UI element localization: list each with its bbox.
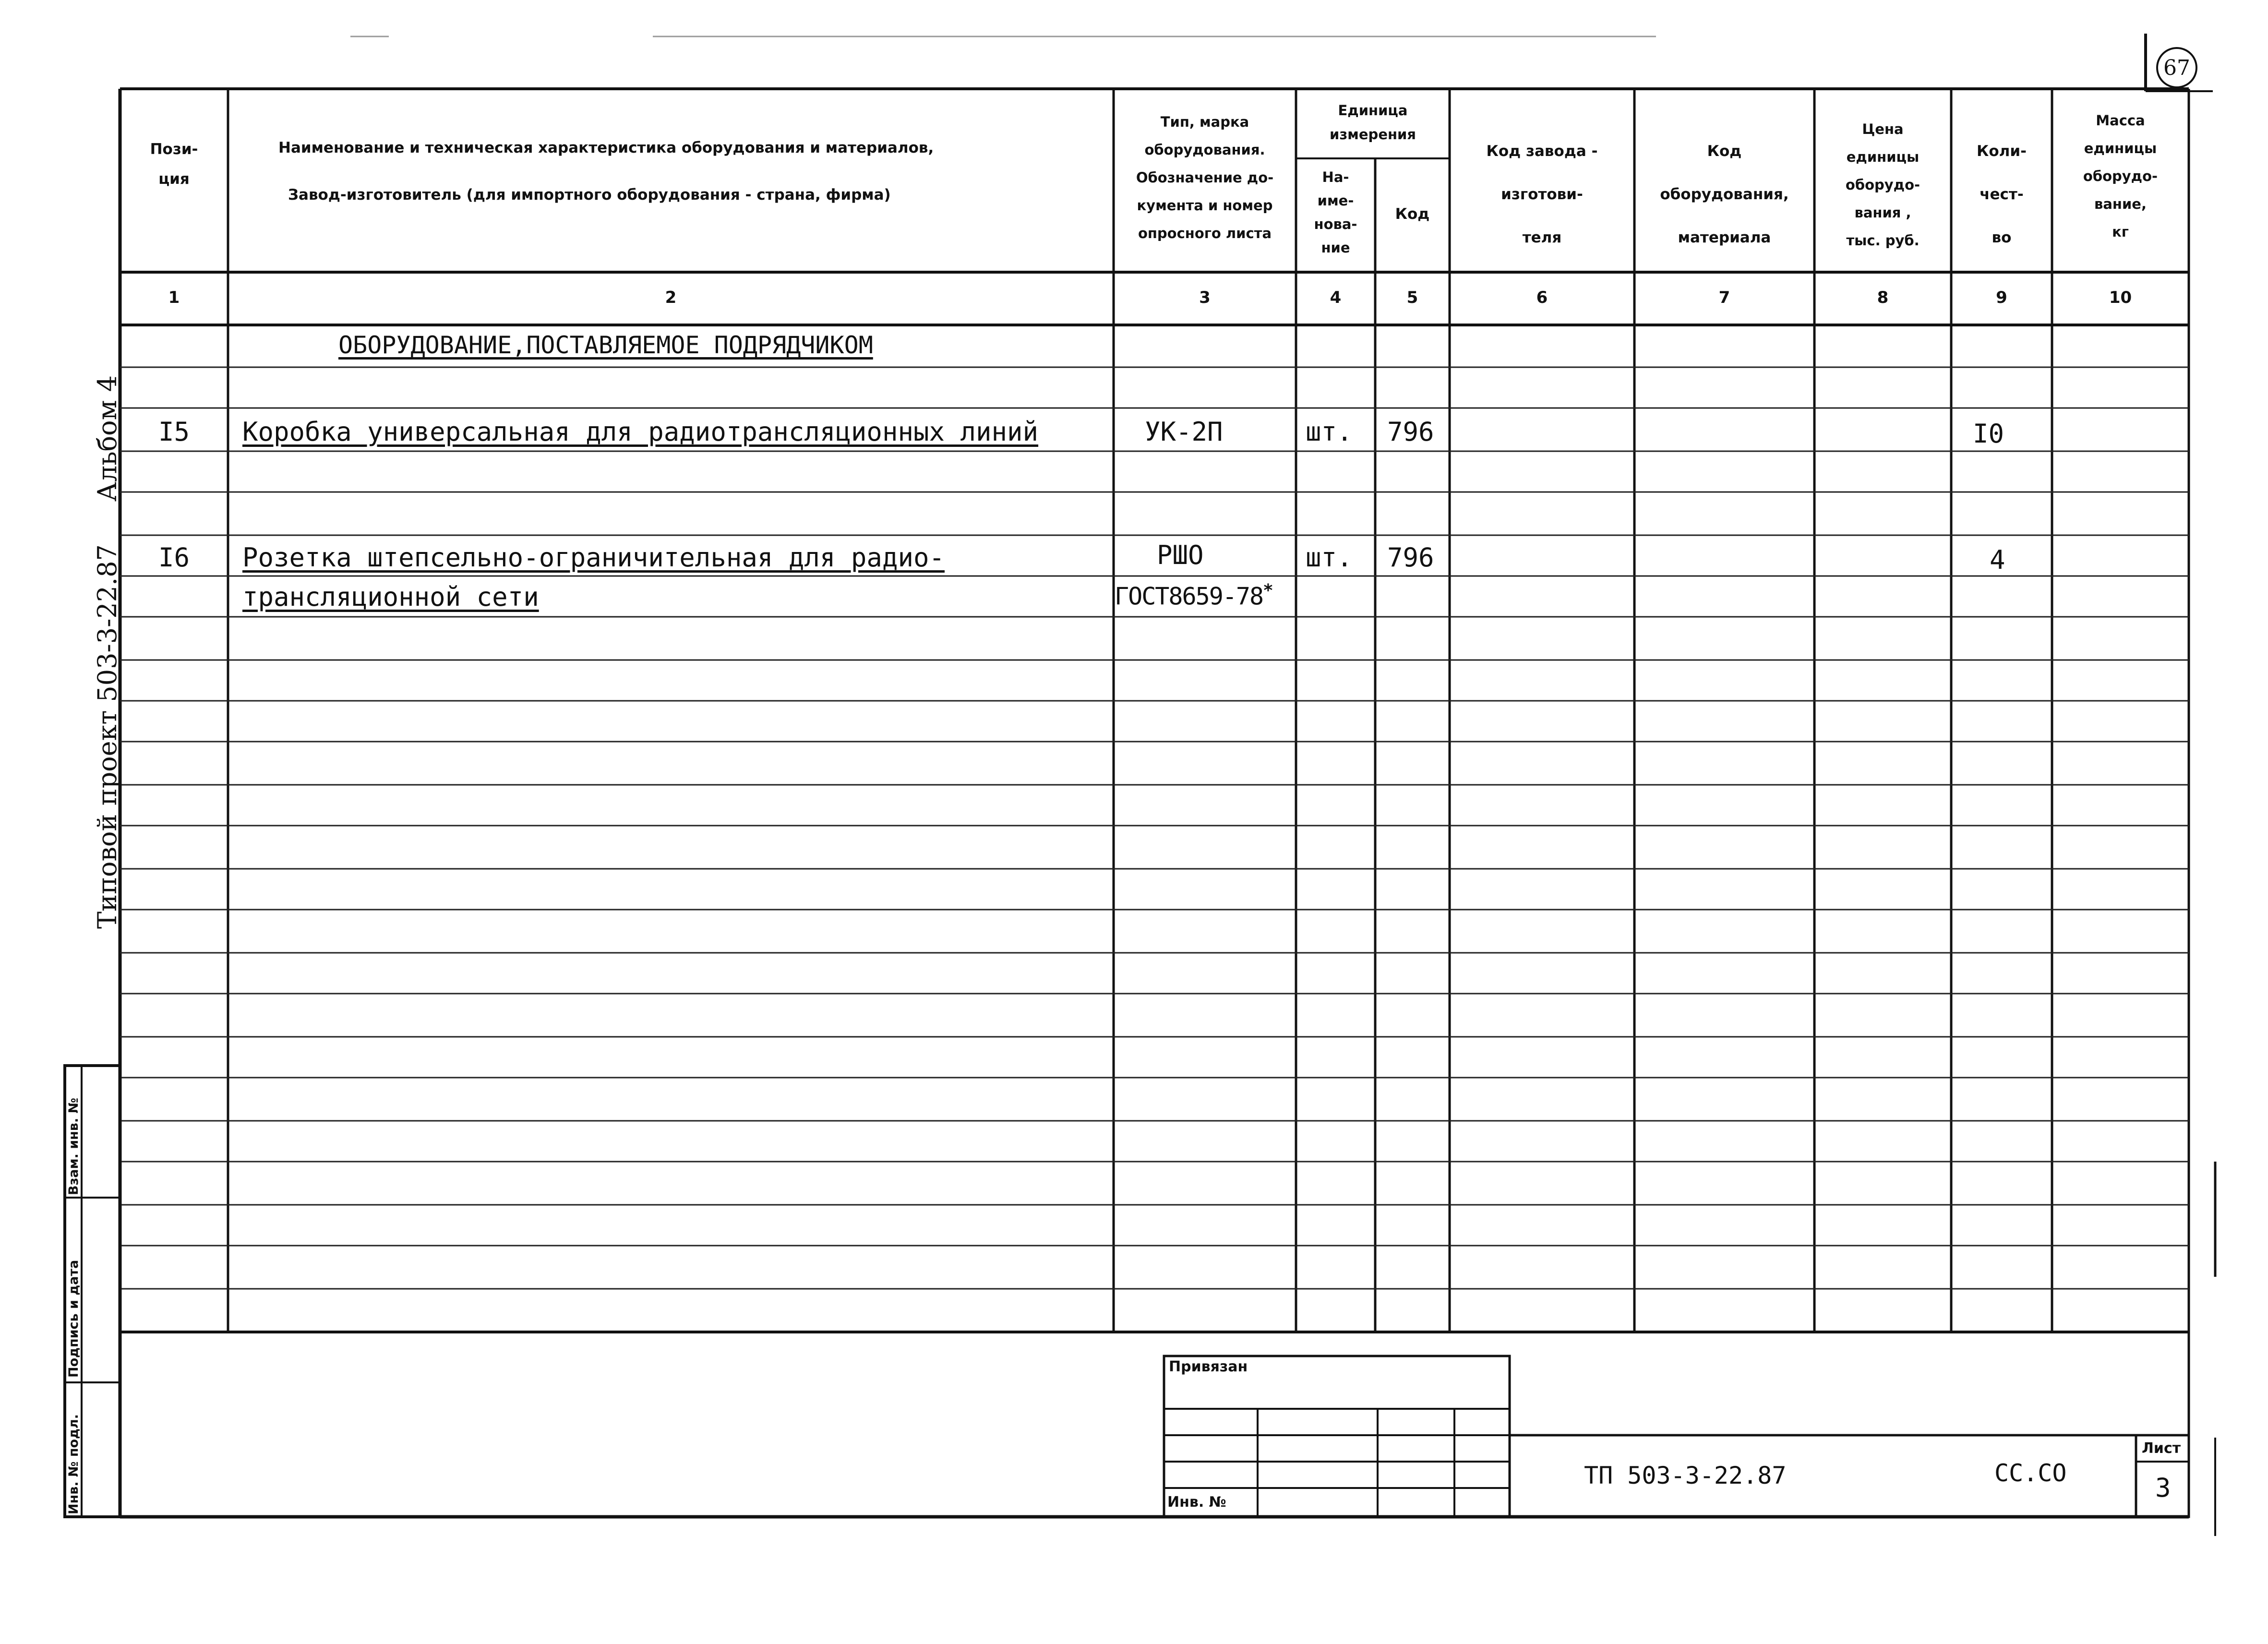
header-name-line2: Завод-изготовитель (для импортного оборудования - страна, фирма) xyxy=(288,186,891,204)
sheet-number: 3 xyxy=(2155,1473,2171,1503)
sheet-label: Лист xyxy=(2142,1440,2181,1457)
doc-code: ТП 503-3-22.87 xyxy=(1584,1462,1787,1489)
column-number: 9 xyxy=(1996,288,2007,307)
column-number: 5 xyxy=(1406,288,1418,307)
header-quantity: Коли- чест- во xyxy=(1977,143,2027,246)
row-quantity: I0 xyxy=(1973,419,2004,449)
asterisk-mark: * xyxy=(1263,581,1272,600)
header-type: Тип, марка оборудования. Обозначение до- кумента и номер опросного листа xyxy=(1136,114,1274,241)
sheet-code: СС.СО xyxy=(1994,1459,2067,1487)
row-unit: шт. xyxy=(1306,542,1353,573)
header-unit-group: Единица измерения xyxy=(1330,102,1416,143)
header-plant-code: Код завода - изготови- теля xyxy=(1486,143,1598,246)
stamp-vzam-inv: Взам. инв. № xyxy=(66,1097,81,1195)
row-position: I6 xyxy=(158,542,190,573)
row-type: РШО xyxy=(1157,540,1204,570)
inv-no-label: Инв. № xyxy=(1167,1494,1226,1511)
header-price: Цена единицы оборудо- вания , тыс. руб. xyxy=(1845,121,1920,249)
page-marker xyxy=(2156,47,2197,88)
stamp-podpis-data: Подпись и дата xyxy=(66,1260,81,1378)
column-number: 1 xyxy=(168,288,180,307)
column-number: 2 xyxy=(665,288,677,307)
row-unit: шт. xyxy=(1306,417,1353,447)
header-unit-code: Код xyxy=(1395,205,1430,223)
header-position: Пози- ция xyxy=(150,141,198,188)
header-equipment-code: Код оборудования, материала xyxy=(1660,143,1789,246)
row-unit-code: 796 xyxy=(1387,542,1434,573)
column-number: 10 xyxy=(2109,288,2132,307)
row-type: УК-2П xyxy=(1145,417,1223,447)
column-number: 7 xyxy=(1718,288,1730,307)
side-label-album: Альбом 4 xyxy=(92,375,122,502)
stamp-inv-podl: Инв. № подл. xyxy=(66,1414,81,1514)
header-unit-name: На- име- нова- ние xyxy=(1314,169,1357,256)
row-name: Розетка штепсельно-ограничительная для радио- xyxy=(242,542,945,573)
page-marker-number: 67 xyxy=(2163,55,2190,80)
side-label-project: Типовой проект 503-3-22.87 xyxy=(92,544,122,929)
column-number: 3 xyxy=(1199,288,1211,307)
section-title: ОБОРУДОВАНИЕ,ПОСТАВЛЯЕМОЕ ПОДРЯДЧИКОМ xyxy=(338,331,873,359)
row-position: I5 xyxy=(158,417,190,447)
row-type-gost: ГОСТ8659-78* xyxy=(1115,581,1272,611)
column-number: 4 xyxy=(1330,288,1342,307)
column-number: 6 xyxy=(1536,288,1548,307)
header-name-line1: Наименование и техническая характеристика оборудования и материалов, xyxy=(278,139,934,156)
row-quantity: 4 xyxy=(1990,545,2005,575)
privyazan-label: Привязан xyxy=(1169,1358,1248,1375)
row-unit-code: 796 xyxy=(1387,417,1434,447)
header-mass: Масса единицы оборудо- вание, кг xyxy=(2083,112,2158,240)
column-number: 8 xyxy=(1877,288,1889,307)
row-name: Коробка универсальная для радиотрансляционных линий xyxy=(242,417,1039,447)
row-name-continued: трансляционной сети xyxy=(242,582,539,612)
